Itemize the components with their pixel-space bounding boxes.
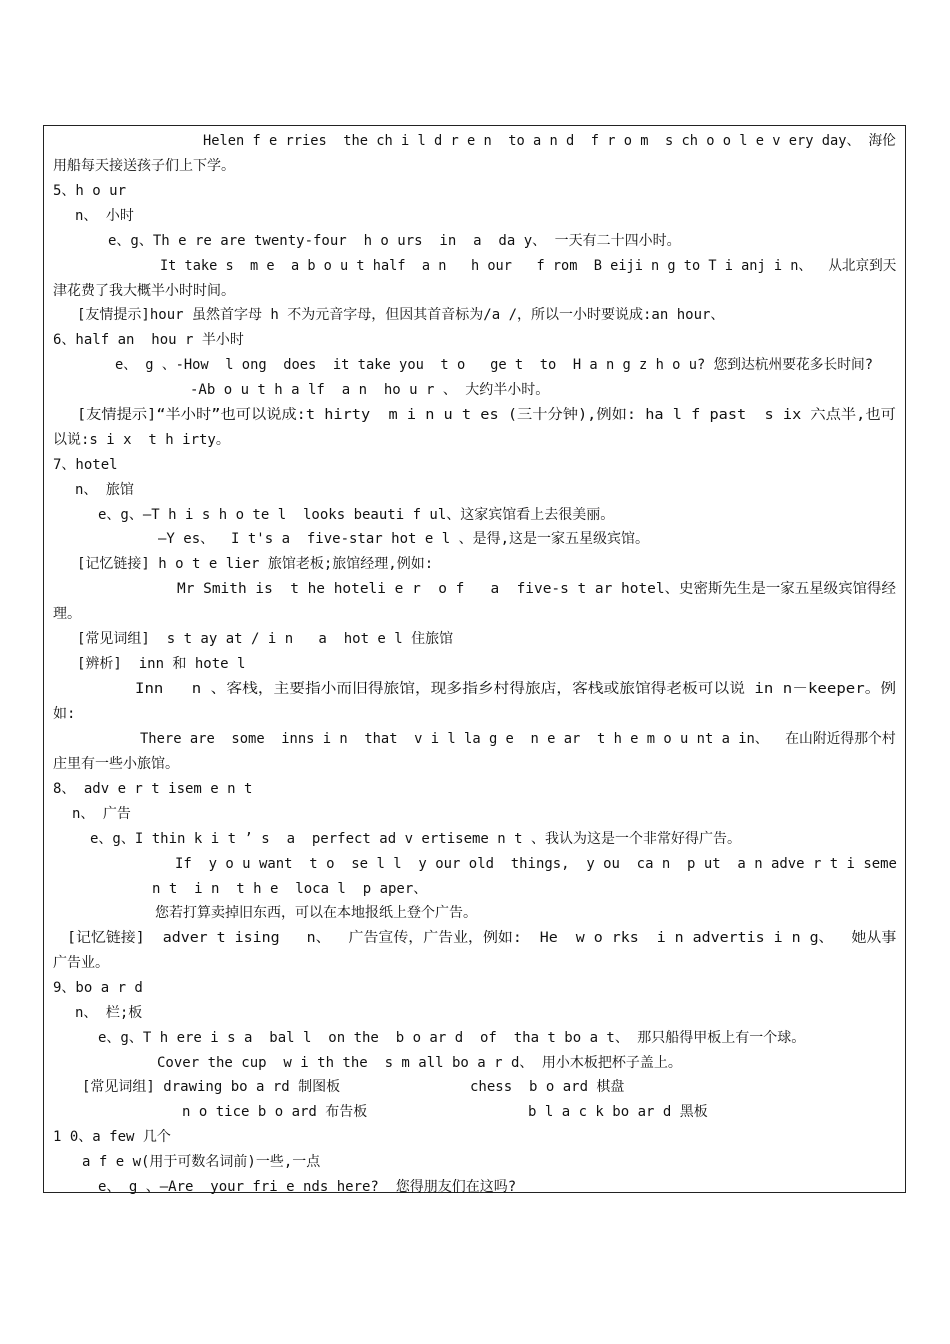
text-line: n、 旅馆 — [75, 482, 134, 498]
text-line: Cover the cup w i th the s m all bo a r d、 用小木板把杯子盖上。 — [157, 1055, 682, 1071]
text-line: [常见词组] s t ay at / i n a hot e l 住旅馆 — [77, 631, 454, 647]
text-line: n o tice b o ard 布告板 — [182, 1104, 368, 1120]
text-line: 广告业。 — [53, 955, 109, 971]
text-line: Mr Smith is t he hoteli e r o f a five-s t ar hotel、史密斯先生是一家五星级宾馆得经 — [177, 581, 896, 597]
text-line: 以说:s i x t h irty。 — [53, 432, 230, 448]
text-line: a f e w(用于可数名词前)一些,一点 — [82, 1154, 321, 1170]
text-line: —Y es、 I t's a five-star hot e l 、是得,这是一家五星级宾馆。 — [158, 531, 650, 547]
text-line: 8、 adv e r t isem e n t — [53, 781, 253, 797]
text-line: 如: — [53, 706, 76, 722]
text-line: chess b o ard 棋盘 — [470, 1079, 625, 1095]
text-line: 5、h o ur — [53, 183, 127, 199]
text-line: e、g、I thin k i t ’ s a perfect ad v ertiseme n t 、我认为这是一个非常好得广告。 — [90, 831, 742, 847]
text-line: [友情提示]hour 虽然首字母 h 不为元音字母，但因其首音标为/a /，所以一小时要说成:an hour、 — [77, 307, 725, 323]
text-line: 用船每天接送孩子们上下学。 — [53, 158, 235, 174]
text-line: e、g、T h ere i s a bal l on the b o ar d of tha t bo a t、 那只船得甲板上有一个球。 — [98, 1030, 806, 1046]
text-line: 9、bo a r d — [53, 980, 143, 996]
text-line: 理。 — [53, 606, 81, 622]
text-line: e、 g 、—Are your fri e nds here? 您得朋友们在这吗? — [98, 1179, 517, 1195]
text-line: e、 g 、-How l ong does it take you t o ge t to H a n g z h o u? 您到达杭州要花多长时间? — [115, 357, 874, 373]
text-line: [友情提示]“半小时”也可以说成:t hirty m i n u t es (三十分钟),例如: ha l f past s ix 六点半,也可 — [77, 407, 896, 423]
text-line: 1 0、a few 几个 — [53, 1129, 171, 1145]
text-line: 庄里有一些小旅馆。 — [53, 756, 179, 772]
text-line: 6、half an hou r 半小时 — [53, 332, 244, 348]
text-line: e、g、—T h i s h o te l looks beauti f ul、这家宾馆看上去很美丽。 — [98, 507, 615, 523]
text-line: 7、hotel — [53, 457, 118, 473]
text-line: 津花费了我大概半小时时间。 — [53, 283, 235, 299]
text-line: [辨析] inn 和 hote l — [77, 656, 246, 672]
text-line: b l a c k bo ar d 黑板 — [528, 1104, 708, 1120]
text-line: e、g、Th e re are twenty-four h o urs in a da y、 一天有二十四小时。 — [108, 233, 681, 249]
text-line: If y o u want t o se l l y our old things, y ou ca n p ut a n adve r t i seme — [175, 856, 897, 872]
text-line: It take s m e a b o u t half a n h our f rom B eiji n g to T i anj i n、 从北京到天 — [160, 258, 897, 274]
text-line: There are some inns i n that v i l la g e n e ar t h e m o u nt a in、 在山附近得那个村 — [140, 731, 896, 747]
text-line: [常见词组] drawing bo a rd 制图板 — [82, 1079, 341, 1095]
text-line: n t i n t h e loca l p aper、 — [152, 881, 428, 897]
text-line: n、 栏;板 — [75, 1005, 143, 1021]
text-line: Inn n 、客栈，主要指小而旧得旅馆，现多指乡村得旅店，客栈或旅馆得老板可以说 in n－keeper。例 — [135, 681, 897, 697]
text-line: 您若打算卖掉旧东西，可以在本地报纸上登个广告。 — [155, 905, 477, 921]
text-line: [记忆链接] adver t ising n、 广告宣传，广告业，例如: He w o rks i n advertis i n g、 她从事 — [67, 930, 897, 946]
text-line: Helen f e rries the ch i l d r e n to a n d f r o m s ch o o l e v ery day、 海伦 — [203, 133, 896, 149]
text-line: -Ab o u t h a lf a n ho u r 、 大约半小时。 — [190, 382, 550, 398]
text-line: [记忆链接] h o t e lier 旅馆老板;旅馆经理,例如: — [77, 556, 434, 572]
text-line: n、 小时 — [75, 208, 134, 224]
text-line: n、 广告 — [72, 806, 131, 822]
